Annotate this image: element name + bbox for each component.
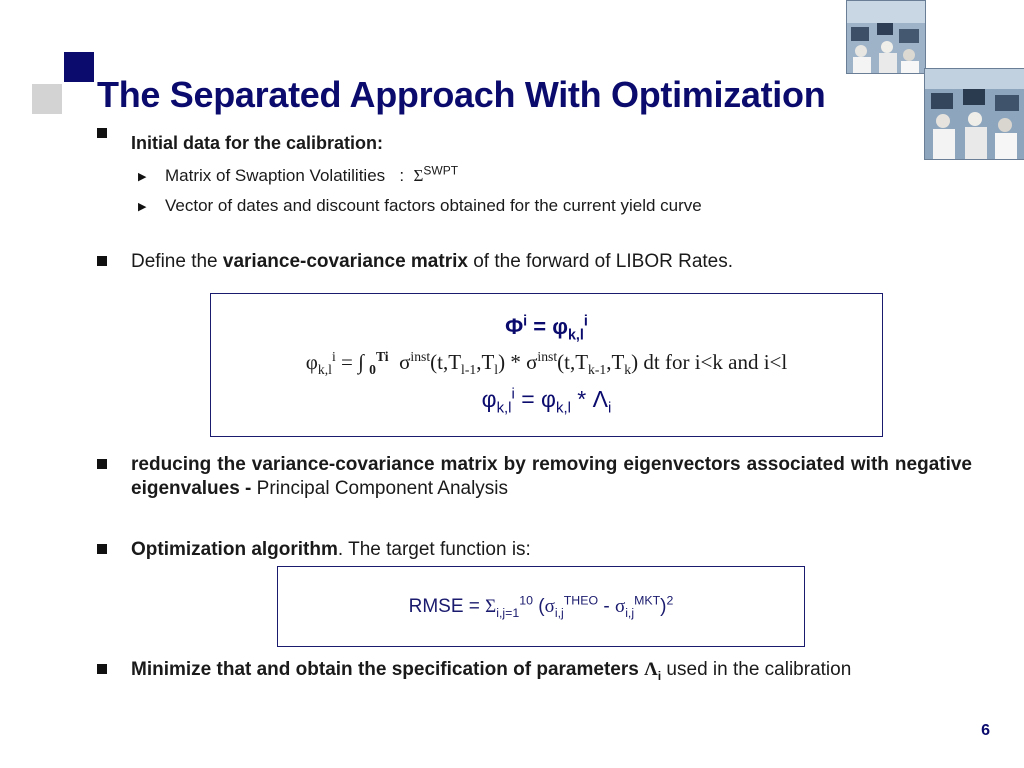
bullet-marker	[97, 664, 107, 674]
initial-data-label: Initial data for the calibration:	[131, 133, 384, 153]
sub-item-swaption-matrix: Matrix of Swaption Volatilities : $\Sigma^{SWPT}$	[165, 163, 459, 185]
sub-bullet-arrow-icon: ▶	[138, 171, 147, 183]
minimize-text: Minimize that and obtain the specification of parameters $\Lambda_i$ used in the calibration	[131, 659, 852, 683]
formula-phi-definition: $\Phi^i = \varphi_{k,l}^i$	[505, 313, 588, 344]
sub-item-discount-factors: Vector of dates and discount factors obtained for the current yield curve	[165, 196, 702, 215]
slide-title: The Separated Approach With Optimization	[97, 74, 826, 115]
bullet-marker	[97, 544, 107, 554]
formula-box-phi	[210, 293, 883, 437]
decor-navy-square	[64, 52, 94, 82]
page-number: 6	[981, 722, 990, 739]
rmse-formula-box	[277, 566, 805, 647]
decor-grey-square	[32, 84, 62, 114]
optimization-algorithm-text: Optimization algorithm. The target function is:	[131, 539, 531, 560]
trading-floor-photo-bottom	[924, 68, 1024, 160]
bullet-marker	[97, 459, 107, 469]
formula-phi-lambda: $\varphi_{k,l}^i = \varphi_{k,l} * \Lambda_i$	[481, 385, 612, 417]
reducing-matrix-text: reducing the variance-covariance matrix by removing eigenvectors associated with negative eigenvalues - Principal Component Analysis	[131, 454, 972, 499]
bullet-marker	[97, 256, 107, 266]
define-matrix-text: Define the variance-covariance matrix of the forward of LIBOR Rates.	[131, 251, 734, 272]
trading-floor-photo-top	[846, 0, 926, 74]
rmse-formula: RMSE = $\Sigma_{i,j=1}^{10}$ $(\sigma_{i,j}^{THEO} - \sigma_{i,j}^{MKT})^2$	[408, 593, 674, 620]
sub-bullet-arrow-icon: ▶	[138, 201, 147, 213]
formula-phi-integral: $\varphi_{k,l}^i$ = ∫ $_0^{Ti}$ $\sigma^{inst}(t,T_{l-1},T_l) * \sigma^{inst}(t,T_{k-1},T_k)$ dt for i<k and i<l	[305, 349, 788, 378]
bullet-marker	[97, 128, 107, 138]
